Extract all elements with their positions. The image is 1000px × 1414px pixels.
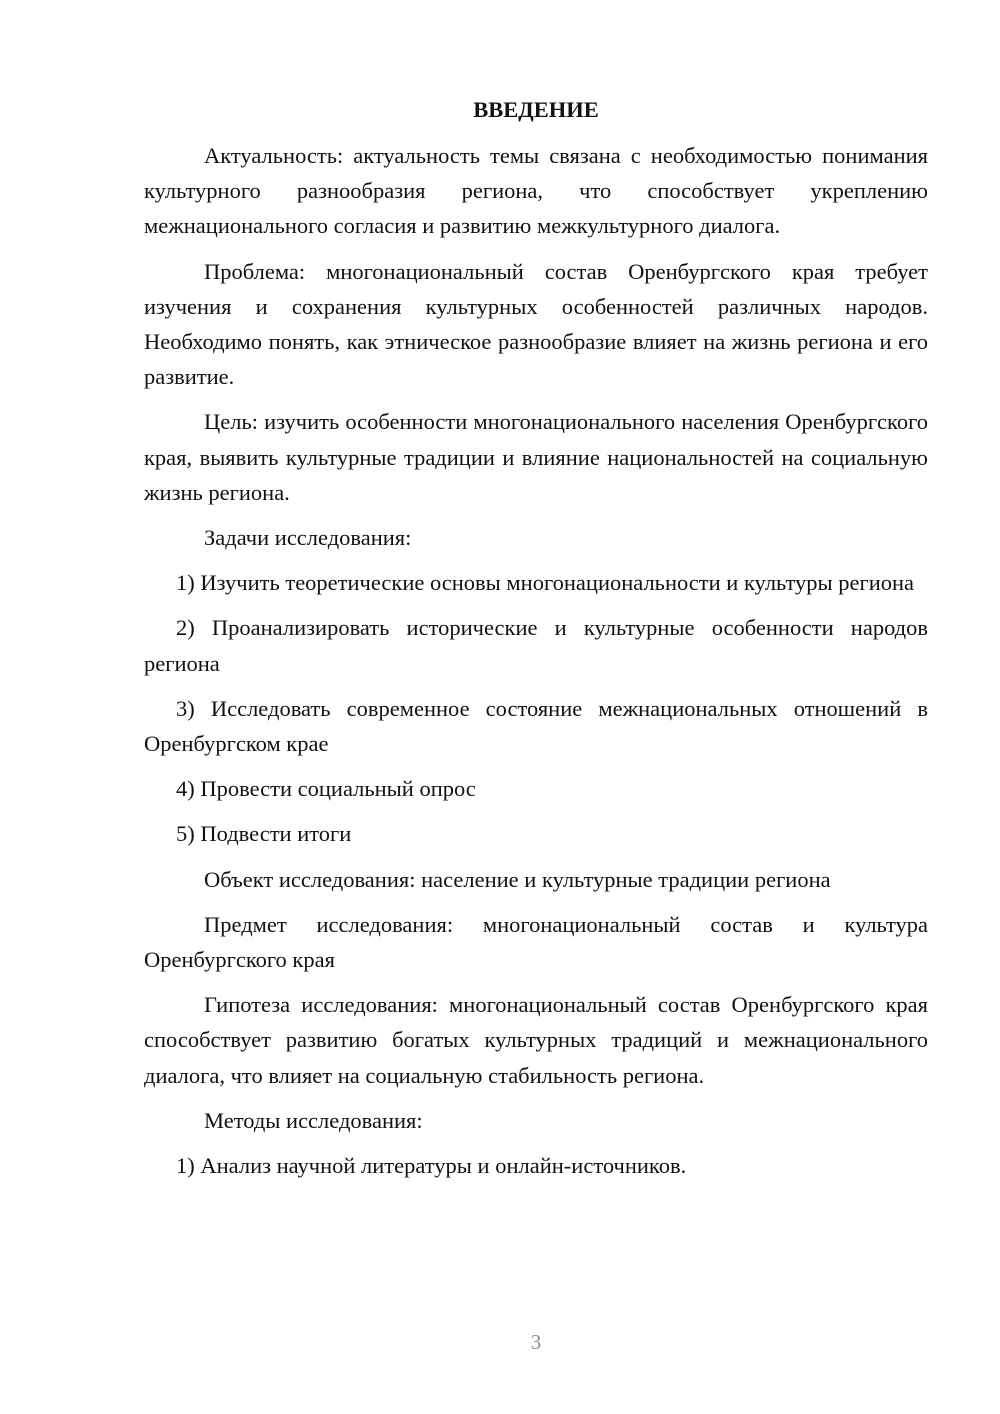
- object-paragraph: Объект исследования: население и культурные традиции региона: [204, 866, 831, 892]
- method-item-1: 1) Анализ научной литературы и онлайн-источников.: [176, 1153, 687, 1179]
- subject-paragraph: Предмет исследования: многонациональный состав и культура Оренбургского края: [144, 911, 928, 973]
- task-item-3: 3) Исследовать современное состояние межнациональных отношений в Оренбургском крае: [144, 695, 928, 757]
- methods-heading: Методы исследования:: [204, 1107, 423, 1133]
- tasks-heading: Задачи исследования:: [204, 525, 412, 551]
- hypothesis-paragraph: Гипотеза исследования: многонациональный состав Оренбургского края способствует развитию богатых культурных традиций и межнационального диалога, что влияет на социальную стабильность региона.: [144, 992, 928, 1088]
- task-item-2: 2) Проанализировать исторические и культурные особенности народов региона: [144, 615, 928, 676]
- task-item-1: 1) Изучить теоретические основы многонациональности и культуры региона: [176, 570, 915, 596]
- task-item-5: 5) Подвести итоги: [176, 821, 352, 847]
- page-number: 3: [530, 1330, 542, 1354]
- document-page: [144, 92, 928, 1193]
- task-item-4: 4) Провести социальный опрос: [176, 776, 476, 802]
- section-title: ВВЕДЕНИЕ: [473, 97, 599, 122]
- goal-paragraph: Цель: изучить особенности многонационального населения Оренбургского края, выявить культурные традиции и влияние национальностей на социальную жизнь региона.: [144, 409, 928, 505]
- problem-paragraph: Проблема: многонациональный состав Оренбургского края требует изучения и сохранения культурных особенностей различных народов. Необходимо понять, как этническое разнообразие влияет на жизнь региона и его развитие.: [144, 258, 928, 390]
- relevance-paragraph: Актуальность: актуальность темы связана с необходимостью понимания культурного разнообразия региона, что способствует укреплению межнационального согласия и развитию межкультурного диалога.: [144, 143, 928, 239]
